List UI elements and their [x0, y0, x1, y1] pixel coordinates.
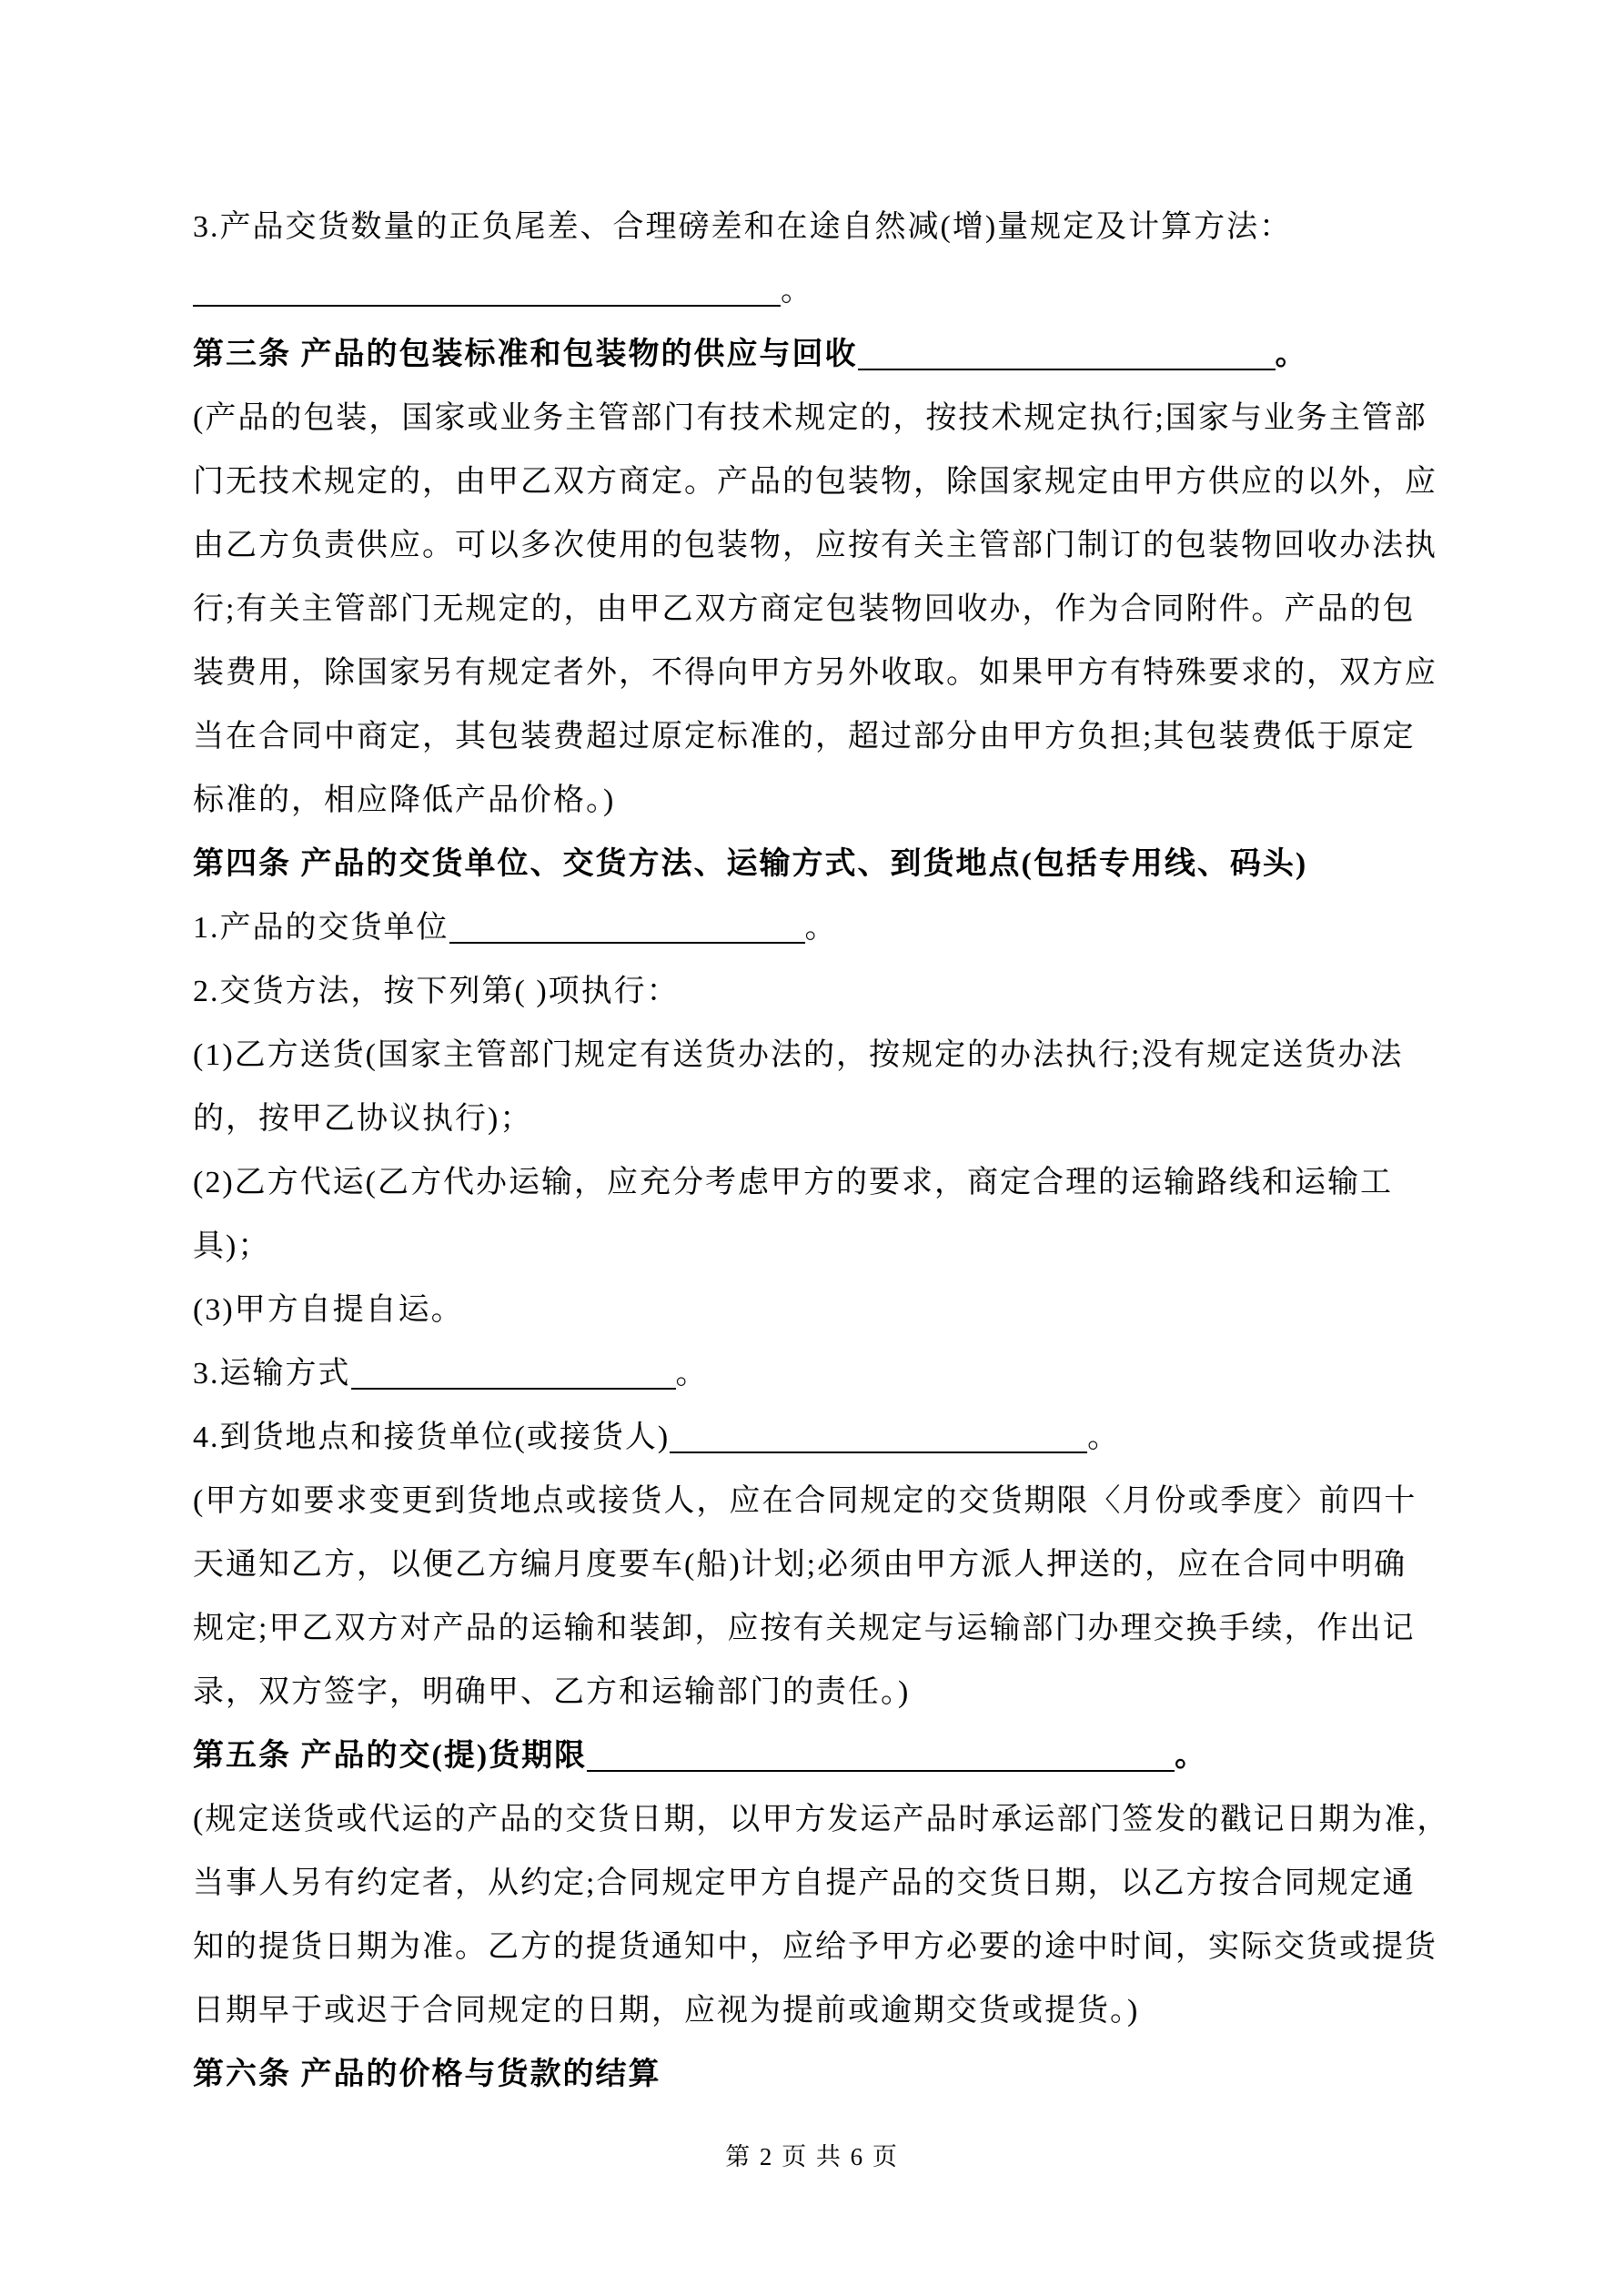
- contract-text-line: (1)乙方送货(国家主管部门规定有送货办法的，按规定的办法执行;没有规定送货办法: [193, 1038, 1404, 1072]
- contract-text-line: 规定;甲乙双方对产品的运输和装卸，应按有关规定与运输部门办理交换手续，作出记: [193, 1612, 1416, 1645]
- contract-text-line: 装费用，除国家另有规定者外，不得向甲方另外收取。如果甲方有特殊要求的，双方应: [193, 656, 1437, 690]
- contract-text-line: (规定送货或代运的产品的交货日期，以甲方发运产品时承运部门签发的戳记日期为准，: [193, 1803, 1450, 1836]
- page-number: 第 2 页 共 6 页: [725, 2143, 899, 2170]
- contract-text-line: 门无技术规定的，由甲乙双方商定。产品的包装物，除国家规定由甲方供应的以外，应: [193, 465, 1437, 499]
- fill-in-blank: [670, 1451, 1087, 1453]
- contract-text-line: 具)；: [193, 1229, 271, 1263]
- clause-heading-line: 第五条 产品的交(提)货期限 。: [193, 1739, 1208, 1773]
- contract-text-line: (3)甲方自提自运。: [193, 1293, 464, 1327]
- fill-in-blank: [587, 1770, 1175, 1772]
- fill-in-blank: [449, 942, 805, 944]
- contract-text-line: 知的提货日期为准。乙方的提货通知中，应给予甲方必要的途中时间，实际交货或提货: [193, 1930, 1437, 1964]
- contract-text-line: 的，按甲乙协议执行)；: [193, 1102, 533, 1136]
- contract-text-line: (甲方如要求变更到货地点或接货人，应在合同规定的交货期限〈月份或季度〉前四十: [193, 1484, 1417, 1518]
- fill-in-blank: [858, 369, 1276, 370]
- fill-in-blank: [351, 1388, 676, 1390]
- contract-text-line: 2.交货方法，按下列第( )项执行：: [193, 975, 680, 1008]
- contract-text-line: 。: [193, 259, 1449, 323]
- clause-heading-line: 第三条 产品的包装标准和包装物的供应与回收 。: [193, 338, 1308, 371]
- contract-text-line: 天通知乙方，以便乙方编月度要车(船)计划;必须由甲方派人押送的，应在合同中明确: [193, 1548, 1407, 1582]
- contract-text-line: 当在合同中商定，其包装费超过原定标准的，超过部分由甲方负担;其包装费低于原定: [193, 720, 1416, 754]
- contract-text-line: 3.运输方式 。: [193, 1357, 709, 1391]
- contract-text-line: 4.到货地点和接货单位(或接货人) 。: [193, 1421, 1121, 1454]
- clause-heading-line: 第四条 产品的交货单位、交货方法、运输方式、到货地点(包括专用线、码头): [193, 847, 1308, 881]
- contract-text-line: 3.产品交货数量的正负尾差、合理磅差和在途自然减(增)量规定及计算方法：: [193, 210, 1293, 244]
- contract-body: [193, 196, 1449, 2107]
- clause-heading-line: 第六条 产品的价格与货款的结算: [193, 2058, 661, 2091]
- contract-text-line: (产品的包装，国家或业务主管部门有技术规定的，按技术规定执行;国家与业务主管部: [193, 401, 1427, 435]
- fill-in-blank: [193, 305, 781, 307]
- contract-text-line: 当事人另有约定者，从约定;合同规定甲方自提产品的交货日期，以乙方按合同规定通: [193, 1866, 1416, 1900]
- contract-text-line: 日期早于或迟于合同规定的日期，应视为提前或逾期交货或提货。): [193, 1994, 1140, 2028]
- contract-text-line: 由乙方负责供应。可以多次使用的包装物，应按有关主管部门制订的包装物回收办法执: [193, 529, 1437, 562]
- contract-text-line: 录，双方签字，明确甲、乙方和运输部门的责任。): [193, 1675, 911, 1709]
- contract-text-line: 行;有关主管部门无规定的，由甲乙双方商定包装物回收办，作为合同附件。产品的包: [193, 592, 1416, 626]
- contract-text-line: 标准的，相应降低产品价格。): [193, 784, 616, 817]
- page-footer: [0, 2137, 1624, 2172]
- contract-text-line: 1.产品的交货单位 。: [193, 911, 838, 945]
- contract-text-line: (2)乙方代运(乙方代办运输，应充分考虑甲方的要求，商定合理的运输路线和运输工: [193, 1166, 1393, 1199]
